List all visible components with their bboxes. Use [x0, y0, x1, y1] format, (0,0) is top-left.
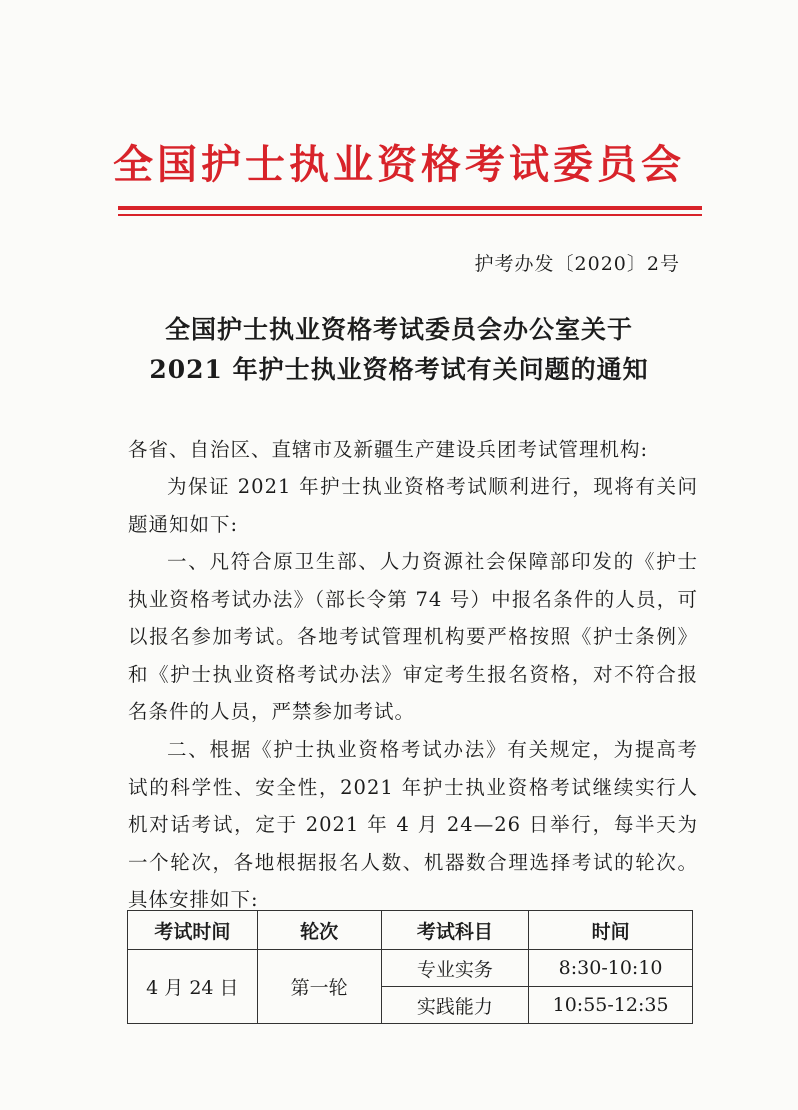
time-cell: 8:30-10:10: [529, 950, 693, 987]
header-exam-date: 考试时间: [128, 911, 258, 950]
salutation: 各省、自治区、直辖市及新疆生产建设兵团考试管理机构:: [128, 438, 649, 461]
item-2-paragraph: 二、根据《护士执业资格考试办法》有关规定，为提高考试的科学性、安全性，2021 年护士执业资格考试继续实行人机对话考试，定于 2021 年 4 月 24—26 日举行，每半天为一个轮次，各地根据报名人数、机器数合理选择考试的轮次。具体安排如下:: [128, 738, 698, 912]
item-1-paragraph: 一、凡符合原卫生部、人力资源社会保障部印发的《护士执业资格考试办法》（部长令第 74 号）中报名条件的人员，可以报名参加考试。各地考试管理机构要严格按照《护士条例》和《护士执业资格考试办法》审定考生报名资格，对不符合报名条件的人员，严禁参加考试。: [128, 550, 698, 724]
table-row: [128, 950, 693, 987]
header-time: 时间: [529, 911, 693, 950]
round-cell: 第一轮: [257, 950, 381, 1024]
time-cell: 10:55-12:35: [529, 987, 693, 1024]
exam-schedule-table: [127, 910, 693, 1024]
header-rule-thin: [118, 214, 702, 216]
document-number: 护考办发〔2020〕2号: [474, 253, 680, 275]
subject-cell: 实践能力: [381, 987, 529, 1024]
subject-cell: 专业实务: [381, 950, 529, 987]
notice-title-line-2: 2021 年护士执业资格考试有关问题的通知: [149, 355, 649, 384]
notice-title-line-1: 全国护士执业资格考试委员会办公室关于: [164, 315, 633, 344]
header-rule-thick: [118, 206, 702, 210]
intro-paragraph: 为保证 2021 年护士执业资格考试顺利进行，现将有关问题通知如下:: [128, 475, 698, 536]
exam-date-cell: 4 月 24 日: [128, 950, 258, 1024]
document-header-title: 全国护士执业资格考试委员会: [113, 141, 685, 188]
header-round: 轮次: [257, 911, 381, 950]
table-header-row: [128, 911, 693, 950]
header-subject: 考试科目: [381, 911, 529, 950]
